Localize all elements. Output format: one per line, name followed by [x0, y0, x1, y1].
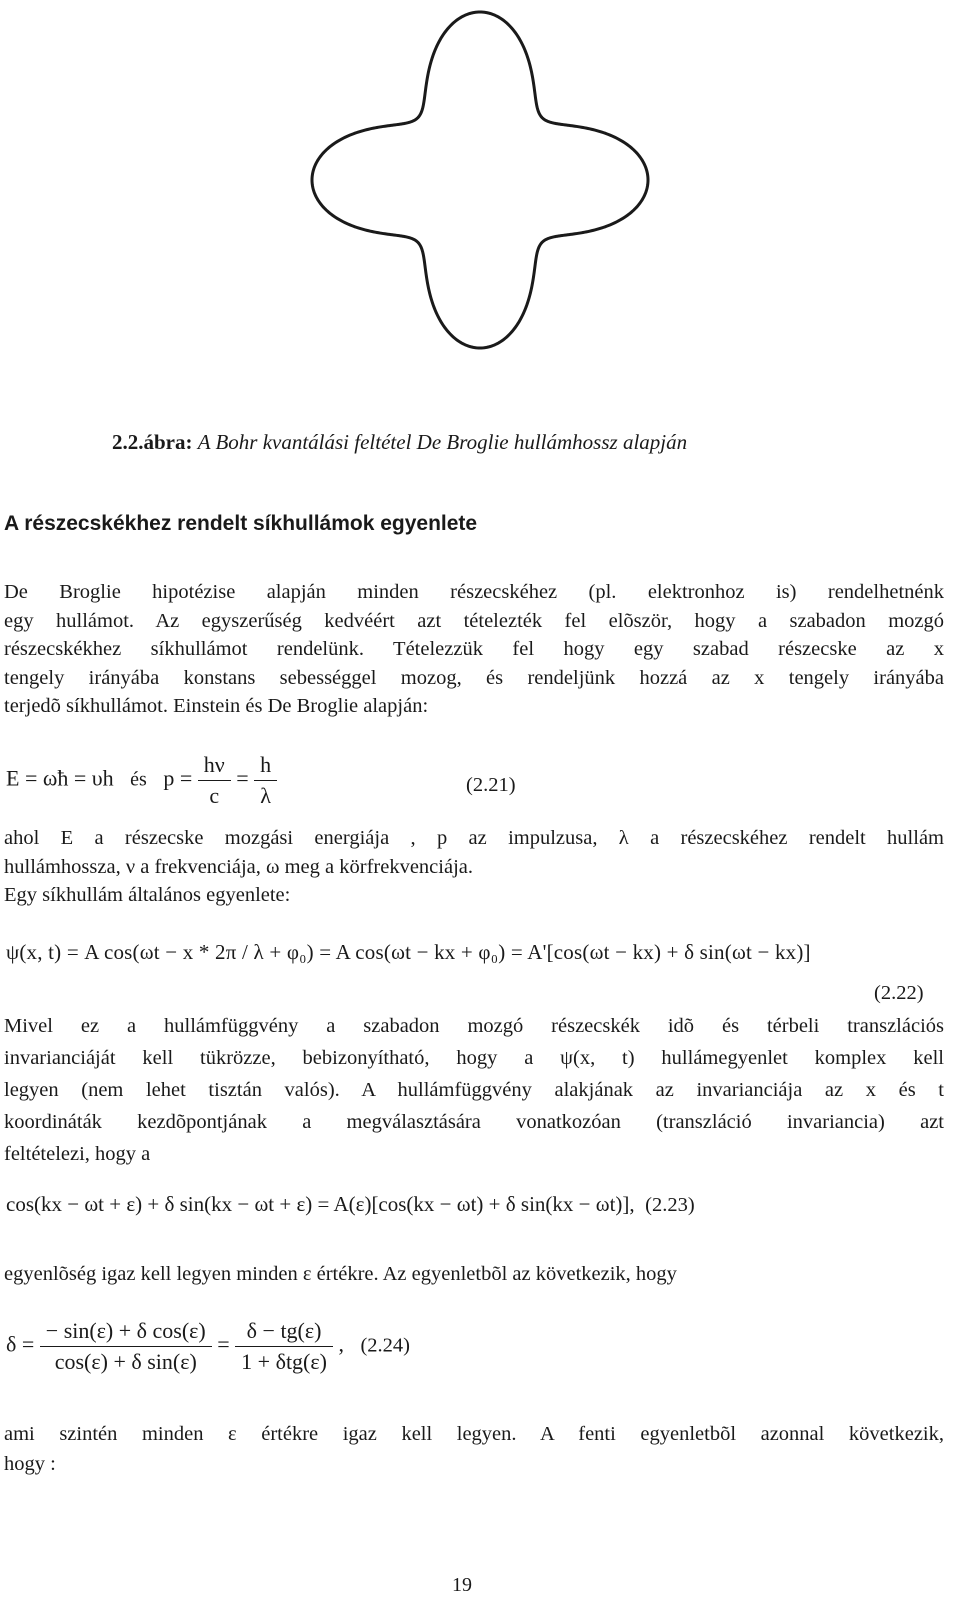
- figure-caption: [112, 430, 687, 455]
- eq24-den1: cos(ε) + δ sin(ε): [54, 1349, 197, 1374]
- eq24-equals: =: [217, 1331, 230, 1357]
- eq24-num2: δ − tg(ε): [235, 1318, 333, 1347]
- eq22-number: (2.22): [874, 982, 924, 1004]
- eq21-den1: c: [209, 783, 220, 808]
- eq24-den2: 1 + δtg(ε): [241, 1349, 327, 1374]
- equation-2-23: [6, 1192, 695, 1217]
- p1-line-2: egy hullámot. Az egyszerűség kedvéért azt tételezték fel elõször, hogy a szabadon mozgó: [4, 609, 944, 632]
- eq21-fraction-1: [198, 752, 231, 809]
- p3-line-3: legyen (nem lehet tisztán valós). A hullámfüggvény alakjának az invarianciája az x és t: [4, 1079, 944, 1101]
- paragraph-5: [4, 1420, 944, 1480]
- p5-line-1: ami szintén minden ε értékre igaz kell legyen. A fenti egyenletbõl azonnal következik,: [4, 1423, 944, 1445]
- eq21-fraction-2: [254, 752, 277, 809]
- eq24-comma: ,: [338, 1331, 344, 1357]
- standing-wave-curve: [312, 12, 648, 348]
- eq24-fraction-1: [40, 1318, 212, 1375]
- p1-line-1: De Broglie hipotézise alapján minden részecskéhez (pl. elektronhoz is) rendelhetnénk: [4, 581, 944, 603]
- equation-2-24: [6, 1318, 410, 1375]
- equation-2-22: ψ(x, t) = A cos(ωt − x * 2π / λ + φ₀) = A cos(ωt − kx + φ₀) = A'[cos(ωt − kx) + δ sin(ωt − kx)]: [6, 940, 811, 964]
- eq21-den2: λ: [260, 783, 271, 808]
- p1-line-3: részecskékhez síkhullámot rendelünk. Tételezzük fel hogy egy szabad részecske az x: [4, 638, 944, 660]
- eq24-num1: − sin(ε) + δ cos(ε): [40, 1318, 212, 1347]
- p2-line-2: hullámhossza, ν a frekvenciája, ω meg a körfrekvenciája.: [4, 855, 473, 878]
- eq21-number: (2.21): [466, 774, 516, 796]
- p1-line-5: terjedõ síkhullámot. Einstein és De Broglie alapján:: [4, 695, 429, 717]
- eq23-number: (2.23): [645, 1194, 695, 1216]
- eq24-fraction-2: [235, 1318, 333, 1375]
- p2-line-3: Egy síkhullám általános egyenlete:: [4, 884, 291, 906]
- p3-line-1: Mivel ez a hullámfüggvény a szabadon mozgó részecskék idõ és térbeli transzlációs: [4, 1015, 944, 1037]
- eq21-conj: és: [130, 768, 147, 791]
- equation-2-21: [6, 752, 277, 809]
- eq24-number: (2.24): [360, 1334, 410, 1357]
- figure-caption-text: A Bohr kvantálási feltétel De Broglie hullámhossz alapján: [197, 430, 688, 454]
- p3-line-4: koordináták kezdõpontjának a megválasztására vonatkozóan (transzláció invariancia) azt: [4, 1111, 944, 1133]
- eq23-text: cos(kx − ωt + ε) + δ sin(kx − ωt + ε) = A(ε)[cos(kx − ωt) + δ sin(kx − ωt)],: [6, 1192, 635, 1216]
- eq21-num2: h: [254, 752, 277, 781]
- eq21-lhs: E = ωħ = υh: [6, 765, 114, 791]
- p1-line-4: tengely irányába konstans sebességgel mozog, és rendeljünk hozzá az x tengely irányába: [4, 666, 944, 689]
- eq21-p: p =: [163, 765, 193, 791]
- p5-line-2: hogy :: [4, 1453, 56, 1475]
- paragraph-4: egyenlõség igaz kell legyen minden ε értékre. Az egyenletbõl az következik, hogy: [4, 1263, 677, 1285]
- paragraph-1: [4, 578, 944, 721]
- p2-line-1: ahol E a részecske mozgási energiája , p az impulzusa, λ a részecskéhez rendelt hullám: [4, 827, 944, 849]
- paragraph-3: [4, 1012, 944, 1172]
- paragraph-2: [4, 824, 944, 910]
- bohr-orbit-figure: [300, 0, 660, 360]
- figure-label: 2.2.ábra:: [112, 430, 193, 454]
- p3-line-2: invarianciáját kell tükrözze, bebizonyítható, hogy a ψ(x, t) hullámegyenlet komplex kell: [4, 1047, 944, 1069]
- eq21-equals: =: [236, 765, 249, 791]
- page-number: 19: [452, 1574, 472, 1596]
- eq24-lhs: δ =: [6, 1331, 35, 1357]
- section-title: A részecskékhez rendelt síkhullámok egyenlete: [4, 512, 478, 535]
- eq21-num1: hν: [198, 752, 231, 781]
- p3-line-5: feltételezi, hogy a: [4, 1143, 151, 1165]
